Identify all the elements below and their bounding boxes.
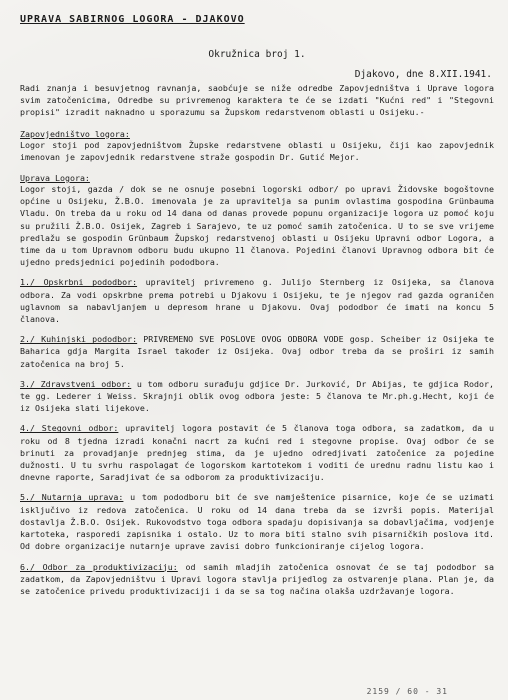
intro-paragraph: Radi znanja i besuvjetnog ravnanja, saobćuje se niže odredbe Zapovjedništva i Uprave logora svim zatočenicima, Odredbe su privremenog karaktera te će se izdati "Kućni red" i "Stegovni propisi" izradit naknadno u sporazumu sa Župskom redarstvenom oblasti u Osijeku.- — [20, 83, 494, 118]
numbered-item-text: upravitelj privremeno g. Julijo Sternberg iz Osijeka, sa članova odbora. Za vodi opskrbne prema potrebi u Djakovu i Osijeku, te je njegov rad gazda ograničen uglavnom sa nabavljanjem u depresom hrane u Djakovu. Ovaj pododbor će imati na koncu 5 članova. — [20, 277, 494, 325]
numbered-item-head: 5./ Nutarnja uprava: — [20, 492, 124, 503]
section-title-command: Zapovjedništvo logora: — [20, 128, 130, 139]
numbered-item-5 — [20, 491, 494, 552]
numbered-item-text: od samih mladjih zatočenica osnovat će se taj pododbor sa zadatkom, da Zapovjedništvu i Upravi logora stavlja prijedlog za ostvarenje plana. Plan je, da se zatočenice privedu produktivizaciji i da se sa tog načina olakša uzdržavanje logora. — [20, 561, 495, 596]
numbered-item-head: 2./ Kuhinjski pododbor: — [20, 334, 138, 345]
archive-mark: 2159 / 60 - 31 — [366, 687, 448, 696]
numbered-item-head: 6./ Odbor za produktivizaciju: — [20, 561, 178, 572]
numbered-item-3 — [20, 378, 494, 415]
section-text-command: Logor stoji pod zapovjedništvom Župske redarstvene oblasti u Osijeku, čiji kao zapovjednik imenovan je zapovjednik redarstvene straže gospodin Dr. Gutić Mejor. — [20, 139, 494, 162]
numbered-item-text: PRIVREMENO SVE POSLOVE OVOG ODBORA VODE gosp. Scheiber iz Osijeka te Baharica gdja Margita Israel također iz Osijeka. Ovaj odbor treba da se proširi iz samih zatočenica na broj 5. — [20, 334, 495, 369]
place-date: Djakovo, dne 8.XII.1941. — [354, 69, 492, 80]
numbered-item-head: 3./ Zdravstveni odbor: — [20, 378, 132, 389]
numbered-item-6 — [20, 561, 494, 598]
numbered-item-text: u tom pododboru bit će sve namještenice pisarnice, koje će se uzimati isključivo iz redova zatočenica. U roku od 14 dana treba da se izvrši popis. Materijal dostavlja Ž.B.O. Osijek. Rukovodstvo toga odbora spadaju dopisivanja sa dobavljačima, vodjenje kartoteka, rasporedi zapisnika i ostalo. Uz to mora biti stalno svih pisarničkih poslova itd. Od dobre organizacije nutarnje uprave zavisi dobro funkcioniranje cijelog logora. — [20, 492, 494, 552]
section-text-administration: Logor stoji, gazda / dok se ne osnuje posebni logorski odbor/ po upravi Židovske bogoštovne općine u Osijeku, Ž.B.O. imenovala je za upravitelja sa punim ovlastima gospodina Grünbauma Vladu. On treba da u roku od 14 dana od danas provede popunu organizacije logora uz pomoć koju su pružili Ž.B.O. Osijek, Zagreb i Sarajevo, te uz pomoć samih zatočenica. U to se sve vrijeme predlažu se gospodin Grünbaum Župskoj redarstvenoj oblasti u Osijeku Upravni odbor Logora, a time da u tom Upravnom odboru budu ukupno 11 članova. Pojedini članovi Upravnog odbora bit će ujedno predsjednici pojedinih pododbora. — [20, 184, 494, 268]
numbered-item-2 — [20, 333, 494, 370]
numbered-item-text: upravitelj logora postavit će 5 članova toga odbora, sa zadatkom, da u roku od 8 tjedna izradi konačni nacrt za kućni red i stegovne propise. Ovaj odbor će se brinuti za provadjanje prednjeg stima, da je ujedno odredjivati zatočenice za pojedine dužnosti. U tu svrhu raspolagat će logorskom kartotekom i voditi će urednu radnu listu kao i dnevne raporte, Saradjivat će sa odborom za produktivizaciju. — [20, 423, 494, 483]
numbered-item-1 — [20, 276, 494, 325]
numbered-item-text: u tom odboru surađuju gdjice Dr. Jurković, Dr Abijas, te gdjica Rodor, te gg. Lederer i Weiss. Skrajnji oblik ovog odbora jeste: 5 članova te Mr.ph.g.Hecht, koji će iz Osijeka slati lijekove. — [20, 378, 494, 414]
document-header: UPRAVA SABIRNOG LOGORA - DJAKOVO — [20, 14, 245, 25]
section-title-administration: Uprava Logora: — [20, 173, 90, 184]
numbered-item-head: 4./ Stegovni odbor: — [20, 423, 119, 434]
numbered-item-head: 1./ Opskrbni pododbor: — [20, 277, 138, 288]
numbered-item-4 — [20, 422, 494, 483]
order-number: Okružnica broj 1. — [208, 49, 306, 60]
